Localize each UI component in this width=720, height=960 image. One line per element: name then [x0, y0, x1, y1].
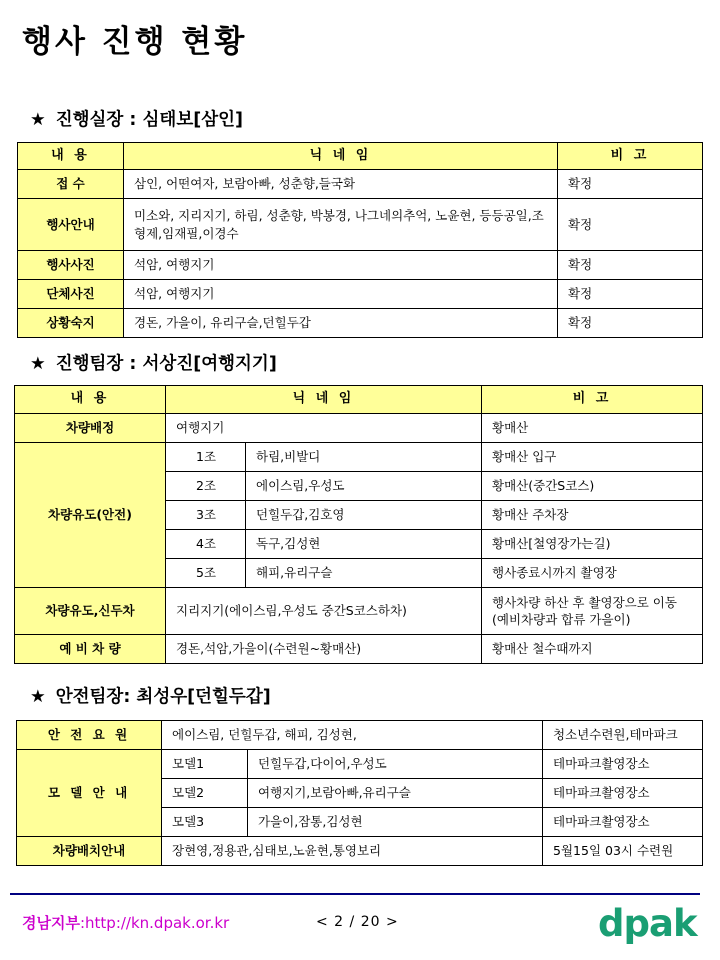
row-note: 확정: [558, 280, 703, 309]
page-indicator: < 2 / 20 >: [316, 914, 399, 930]
table-header-row: [15, 386, 703, 414]
header-content: 내 용: [15, 386, 166, 414]
header-content: 내 용: [18, 143, 124, 170]
row-names: 석암, 여행지기: [124, 251, 558, 280]
table-row: [15, 414, 703, 443]
star-icon: ★: [30, 687, 46, 707]
row-label: 차량배치안내: [17, 837, 162, 866]
team-names: 독구,김성현: [246, 530, 482, 559]
model-row: [17, 750, 703, 779]
safety-table: [16, 720, 703, 866]
header-note: 비 고: [482, 386, 703, 414]
row-label: 안 전 요 원: [17, 721, 162, 750]
model-guide-label: 모 델 안 내: [17, 750, 162, 837]
footer-divider: [10, 893, 700, 895]
row-label: 행사안내: [18, 199, 124, 251]
dpak-logo: dpak: [598, 902, 697, 945]
section-title-text: 안전팀장: 최성우[던힐두갑]: [55, 687, 271, 707]
row-note: 황매산: [482, 414, 703, 443]
team-number: 5조: [166, 559, 246, 588]
section-title-progress-manager: [30, 106, 243, 131]
table-row: [15, 588, 703, 635]
team-number: 3조: [166, 501, 246, 530]
table-row: [17, 721, 703, 750]
team-number: 4조: [166, 530, 246, 559]
table-row: [18, 309, 703, 338]
row-label: 행사사진: [18, 251, 124, 280]
table-header-row: [18, 143, 703, 170]
team-number: 1조: [166, 443, 246, 472]
row-note: 확정: [558, 199, 703, 251]
row-names: 경돈,석암,가을이(수련원~황매산): [166, 635, 482, 664]
row-note: 5월15일 03시 수련원: [543, 837, 703, 866]
row-label: 상황숙지: [18, 309, 124, 338]
table-row: [18, 199, 703, 251]
model-location: 테마파크촬영장소: [543, 808, 703, 837]
star-icon: ★: [30, 354, 46, 374]
model-names: 던힐두갑,다이어,우성도: [248, 750, 543, 779]
header-nickname: 닉 네 임: [124, 143, 558, 170]
team-location: 황매산 주차장: [482, 501, 703, 530]
row-note: 행사차량 하산 후 촬영장으로 이동(예비차량과 합류 가을이): [482, 588, 703, 635]
footer-link[interactable]: [22, 912, 229, 933]
team-row: [15, 443, 703, 472]
section-title-safety-team-leader: [30, 683, 271, 708]
row-label: 접 수: [18, 170, 124, 199]
team-names: 해피,유리구슬: [246, 559, 482, 588]
footer-url[interactable]: :http://kn.dpak.or.kr: [79, 914, 230, 932]
progress-table: [17, 142, 703, 338]
row-names: 지리지기(에이스림,우성도 중간S코스하차): [166, 588, 482, 635]
section-title-progress-team-leader: [30, 350, 277, 375]
row-names: 석암, 여행지기: [124, 280, 558, 309]
section-title-text: 진행실장 : 심태보[삼인]: [55, 110, 244, 130]
row-note: 청소년수련원,테마파크: [543, 721, 703, 750]
model-number: 모델3: [162, 808, 248, 837]
model-location: 테마파크촬영장소: [543, 779, 703, 808]
row-names: 삼인, 어떤여자, 보람아빠, 성춘향,들국화: [124, 170, 558, 199]
vehicle-guide-label: 차량유도(안전): [15, 443, 166, 588]
model-names: 여행지기,보람아빠,유리구슬: [248, 779, 543, 808]
team-number: 2조: [166, 472, 246, 501]
table-row: [18, 251, 703, 280]
row-label: 차량배정: [15, 414, 166, 443]
row-label: 단체사진: [18, 280, 124, 309]
row-names: 여행지기: [166, 414, 482, 443]
row-names: 에이스림, 던힐두갑, 해피, 김성현,: [162, 721, 543, 750]
footer-branch: 경남지부: [22, 914, 80, 932]
section-title-text: 진행팀장 : 서상진[여행지기]: [55, 354, 277, 374]
star-icon: ★: [30, 110, 46, 130]
row-note: 확정: [558, 170, 703, 199]
row-label: 차량유도,신두차: [15, 588, 166, 635]
table-row: [18, 280, 703, 309]
page-title: 행사 진행 현황: [22, 24, 248, 60]
team-names: 에이스림,우성도: [246, 472, 482, 501]
row-label: 예 비 차 량: [15, 635, 166, 664]
model-names: 가을이,잠통,김성현: [248, 808, 543, 837]
vehicle-guidance-table: [14, 385, 703, 664]
table-row: [15, 635, 703, 664]
team-location: 황매산 입구: [482, 443, 703, 472]
team-location: 행사종료시까지 촬영장: [482, 559, 703, 588]
model-number: 모델1: [162, 750, 248, 779]
row-note: 황매산 철수때까지: [482, 635, 703, 664]
table-row: [18, 170, 703, 199]
table-row: [17, 837, 703, 866]
team-names: 던힐두갑,김호영: [246, 501, 482, 530]
model-location: 테마파크촬영장소: [543, 750, 703, 779]
row-names: 미소와, 지리지기, 하림, 성춘향, 박봉경, 나그네의추억, 노윤현, 등등공일,조형제,임재필,이경수: [124, 199, 558, 251]
model-number: 모델2: [162, 779, 248, 808]
row-note: 확정: [558, 309, 703, 338]
row-names: 장현영,정용관,심태보,노윤현,통영보리: [162, 837, 543, 866]
team-location: 황매산(중간S코스): [482, 472, 703, 501]
team-names: 하림,비발디: [246, 443, 482, 472]
header-note: 비 고: [558, 143, 703, 170]
header-nickname: 닉 네 임: [166, 386, 482, 414]
row-names: 경돈, 가을이, 유리구슬,던힐두갑: [124, 309, 558, 338]
team-location: 황매산[철영장가는길): [482, 530, 703, 559]
row-note: 확정: [558, 251, 703, 280]
